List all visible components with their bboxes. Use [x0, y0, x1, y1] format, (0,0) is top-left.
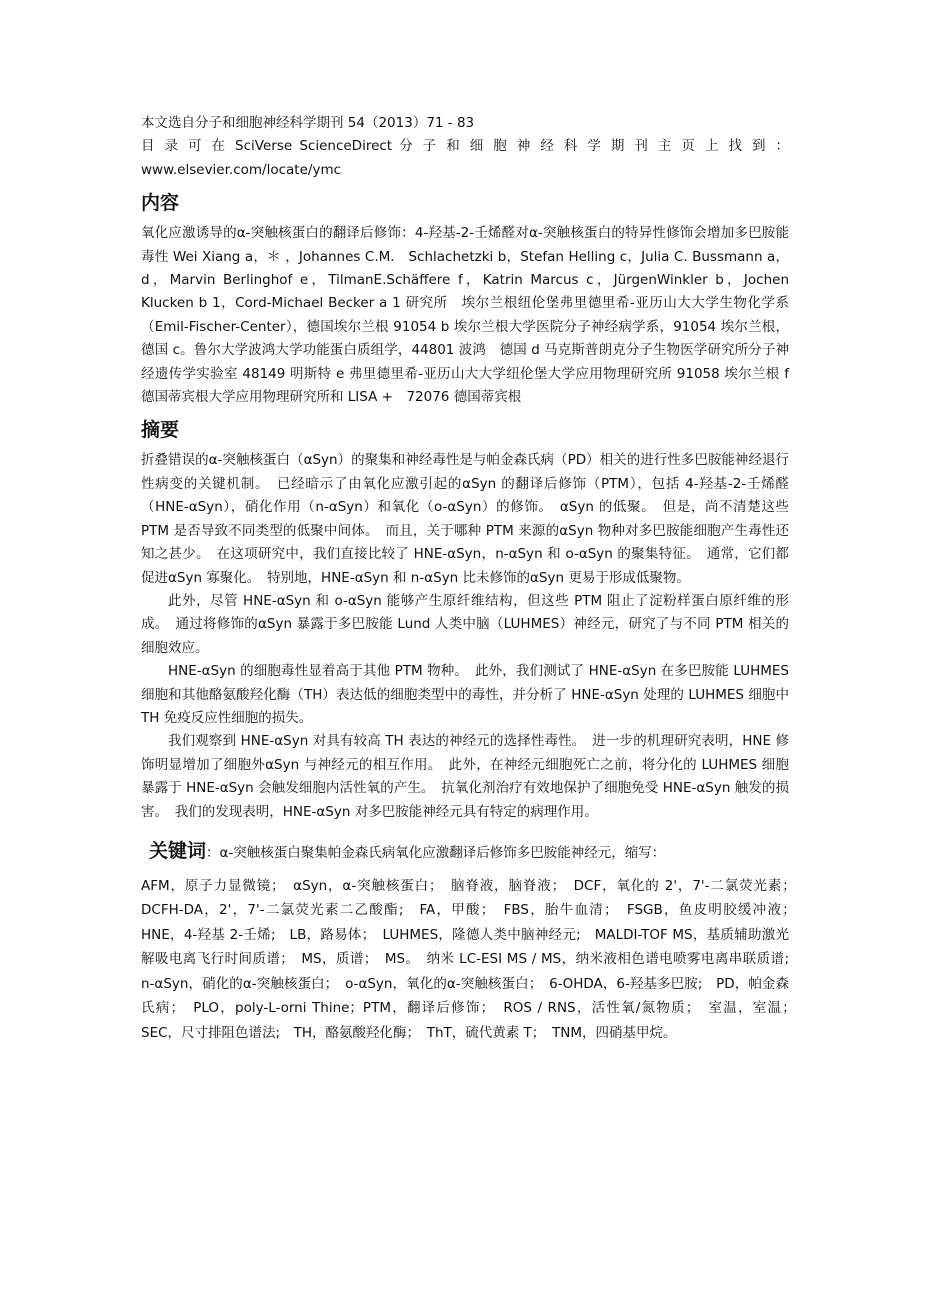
keywords-heading: 关键词 [149, 839, 207, 862]
abstract-paragraph-4: 我们观察到 HNE-αSyn 对具有较高 TH 表达的神经元的选择性毒性。 进一步的机理研究表明，HNE 修饰明显增加了细胞外αSyn 与神经元的相互作用。 此外，在神经元细胞死亡之前，将分化的 LUHMES 细胞暴露于 HNE-αSyn 会触发细胞内活性氧的产生。 抗氧化剂治疗有效地保护了细胞免受 HNE-αSyn 触发的损害。 我们的发现表明，HNE-αSyn 对多巴胺能神经元具有特定的病理作用。 [141, 733, 789, 820]
keywords-row [141, 836, 789, 868]
toc-line: 目 录 可 在 SciVerse ScienceDirect 分 子 和 细 胞 神 经 科 学 期 刊 主 页 上 找 到 ： [141, 138, 789, 155]
abstract-paragraph-2: 此外，尽管 HNE-αSyn 和 o-αSyn 能够产生原纤维结构，但这些 PTM 阻止了淀粉样蛋白原纤维的形成。 通过将修饰的αSyn 暴露于多巴胺能 Lund 人类中脑（LUHMES）神经元，研究了与不同 PTM 相关的细胞效应。 [141, 592, 789, 656]
keywords-lead: ：α-突触核蛋白聚集帕金森氏病氧化应激翻译后修饰多巴胺能神经元，缩写： [206, 844, 666, 861]
abbreviations-body: AFM，原子力显微镜； αSyn，α-突触核蛋白； 脑脊液，脑脊液； DCF，氧化的 2'，7'-二氯荧光素； DCFH-DA，2'，7'-二氯荧光素二乙酸酯; FA，甲酸； FBS，胎牛血清； FSGB，鱼皮明胶缓冲液； HNE，4-羟基 2-壬烯; LB，路易体； LUHMES，隆德人类中脑神经元; MALDI-TOF MS，基质辅助激光解吸电离飞行时间质谱； MS，质谱； MS。 纳米 LC-ESI MS / MS，纳米液相色谱电喷雾电离串联质谱; n-αSyn，硝化的α-突触核蛋白； o-αSyn，氧化的α-突触核蛋白； 6-OHDA，6-羟基多巴胺; PD，帕金森氏病； PLO，poly-L-orni Thine；PTM，翻译后修饰； ROS / RNS，活性氧/氮物质； 室温，室温； SEC，尺寸排阻色谱法; TH，酪氨酸羟化酶； ThT，硫代黄素 T； TNM，四硝基甲烷。 [141, 877, 803, 1041]
abstract-paragraph-1: 折叠错误的α-突触核蛋白（αSyn）的聚集和神经毒性是与帕金森氏病（PD）相关的进行性多巴胺能神经退行性病变的关键机制。 已经暗示了由氧化应激引起的αSyn 的翻译后修饰（PTM），包括 4-羟基-2-壬烯醛（HNE-αSyn），硝化作用（n-αSyn）和氧化（o-αSyn）的修饰。 αSyn 的低聚。 但是，尚不清楚这些 PTM 是否导致不同类型的低聚中间体。 而且，关于哪种 PTM 来源的αSyn 物种对多巴胺能细胞产生毒性还知之甚少。 在这项研究中，我们直接比较了 HNE-αSyn，n-αSyn 和 o-αSyn 的聚集特征。 通常，它们都促进αSyn 寡聚化。 特别地，HNE-αSyn 和 n-αSyn 比未修饰的αSyn 更易于形成低聚物。 [141, 452, 789, 586]
abstract-paragraph-3: HNE-αSyn 的细胞毒性显着高于其他 PTM 物种。 此外，我们测试了 HNE-αSyn 在多巴胺能 LUHMES 细胞和其他酪氨酸羟化酶（TH）表达低的细胞类型中的毒性，并分析了 HNE-αSyn 处理的 LUHMES 细胞中 TH 免疫反应性细胞的损失。 [141, 663, 789, 726]
abstract-heading: 摘要 [141, 419, 180, 442]
contents-heading: 内容 [141, 192, 180, 215]
source-line: 本文选自分子和细胞神经科学期刊 54（2013）71 ‑ 83 [141, 115, 475, 131]
contents-body: 氧化应激诱导的α-突触核蛋白的翻译后修饰：4-羟基-2-壬烯醛对α-突触核蛋白的特异性修饰会增加多巴胺能毒性 Wei Xiang a，＊ ，Johannes C.M. Schlachetzki b，Stefan Helling c，Julia C. Bussmann a，d，Marvin Berlinghof e，TilmanE.Schäffere f，Katrin Marcus c，JürgenWinkler b，Jochen Klucken b 1，Cord-Michael Becker a 1 研究所 埃尔兰根纽伦堡弗里德里希-亚历山大大学生物化学系（Emil-Fischer-Center），德国埃尔兰根 91054 b 埃尔兰根大学医院分子神经病学系，91054 埃尔兰根，德国 c。鲁尔大学波鸿大学功能蛋白质组学，44801 波鸿 德国 d 马克斯普朗克分子生物医学研究所分子神经遗传学实验室 48149 明斯特 e 弗里德里希-亚历山大大学纽伦堡大学应用物理研究所 91058 埃尔兰根 f 德国蒂宾根大学应用物理研究所和 LISA + 72076 德国蒂宾根 [141, 225, 789, 406]
document-page [141, 112, 803, 1059]
journal-url[interactable]: www.elsevier.com/locate/ymc [141, 161, 342, 178]
